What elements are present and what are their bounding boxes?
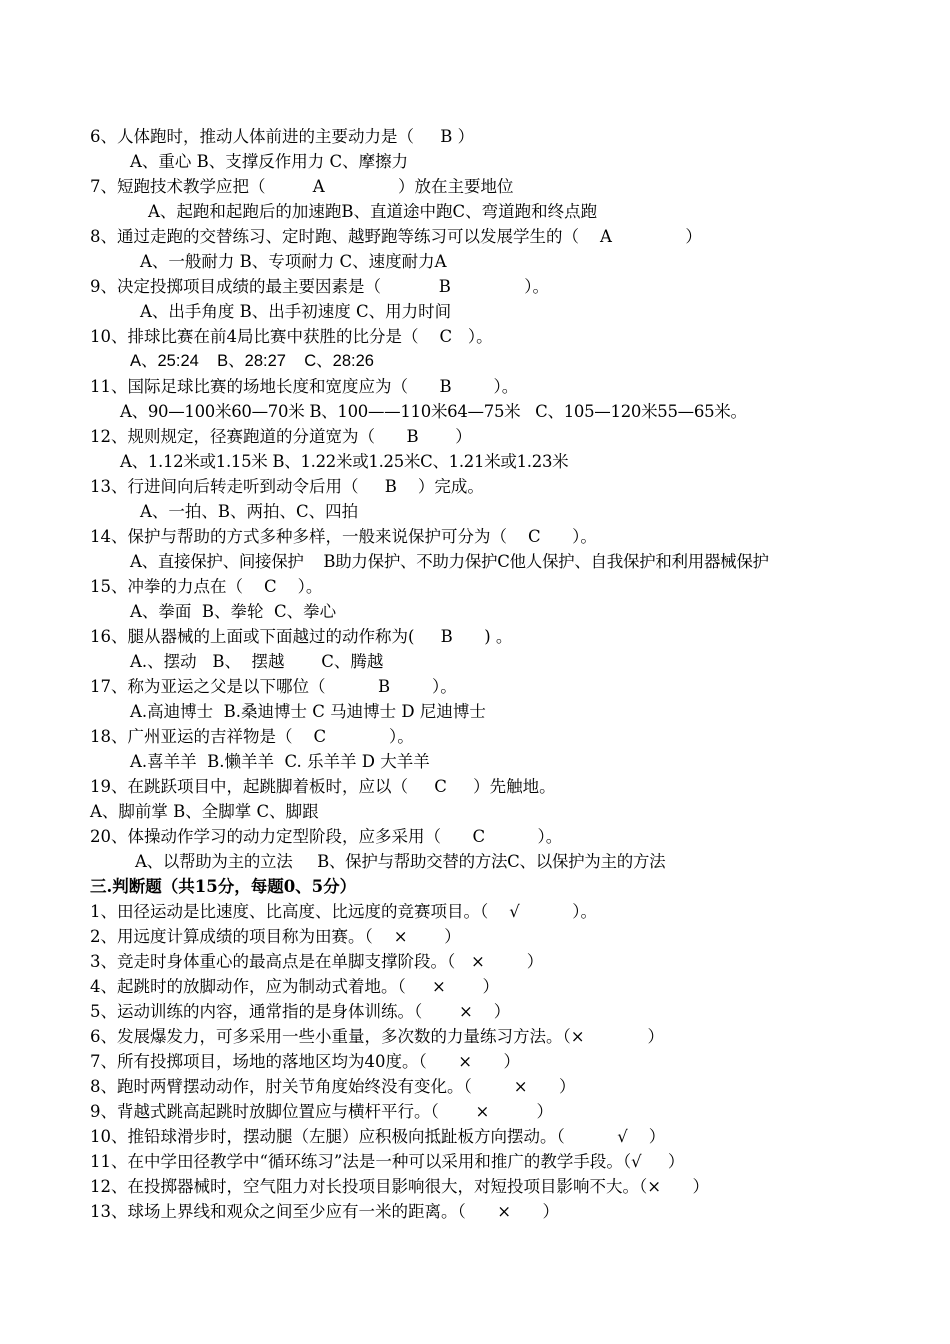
judgment-6: 6、发展爆发力，可多采用一些小重量，多次数的力量练习方法。（× ）: [90, 1027, 665, 1046]
question-19-options: A、脚前掌 B、全脚掌 C、脚跟: [90, 802, 319, 821]
question-14: 14、保护与帮助的方式多种多样，一般来说保护可分为（ C ）。: [90, 527, 597, 546]
question-8-options: A、一般耐力 B、专项耐力 C、速度耐力A: [140, 252, 447, 271]
question-20: 20、体操动作学习的动力定型阶段，应多采用（ C ）。: [90, 827, 563, 846]
question-8: 8、通过走跑的交替练习、定时跑、越野跑等练习可以发展学生的（ A ）: [90, 227, 702, 246]
question-7: 7、短跑技术教学应把（ A ）放在主要地位: [90, 177, 514, 196]
question-11: 11、国际足球比赛的场地长度和宽度应为（ B ）。: [90, 377, 519, 396]
judgment-7: 7、所有投掷项目，场地的落地区均为40度。（ × ）: [90, 1052, 521, 1071]
judgment-12: 12、在投掷器械时，空气阻力对长投项目影响很大，对短投项目影响不大。（× ）: [90, 1177, 710, 1196]
question-17: 17、称为亚运之父是以下哪位（ B ）。: [90, 677, 457, 696]
question-20-options: A、以帮助为主的立法 B、保护与帮助交替的方法C、以保护为主的方法: [135, 852, 666, 871]
question-18-options: A.喜羊羊 B.懒羊羊 C. 乐羊羊 D 大羊羊: [130, 752, 430, 771]
judgment-1: 1、田径运动是比速度、比高度、比远度的竞赛项目。（ √ ）。: [90, 902, 597, 921]
question-12: 12、规则规定，径赛跑道的分道宽为（ B ）: [90, 427, 472, 446]
question-6-options: A、重心 B、支撑反作用力 C、摩擦力: [130, 152, 409, 171]
question-18: 18、广州亚运的吉祥物是（ C ）。: [90, 727, 414, 746]
judgment-5: 5、运动训练的内容，通常指的是身体训练。（ × ）: [90, 1002, 511, 1021]
judgment-2: 2、用远度计算成绩的项目称为田赛。（ × ）: [90, 927, 461, 946]
question-15-options: A、拳面 B、拳轮 C、拳心: [130, 602, 337, 621]
judgment-10: 10、推铅球滑步时，摆动腿（左腿）应积极向抵趾板方向摆动。（ √ ）: [90, 1127, 666, 1146]
question-10: 10、排球比赛在前4局比赛中获胜的比分是（ C ）。: [90, 327, 493, 346]
question-6: 6、人体跑时，推动人体前进的主要动力是（ B ）: [90, 127, 475, 146]
section-heading-judgment: 三.判断题（共15分，每题0、5分）: [90, 877, 357, 896]
judgment-13: 13、球场上界线和观众之间至少应有一米的距离。（ × ）: [90, 1202, 560, 1221]
question-16: 16、腿从器械的上面或下面越过的动作称为( B ) 。: [90, 627, 513, 646]
question-13-options: A、一拍、B、两拍、C、四拍: [140, 502, 359, 521]
judgment-4: 4、起跳时的放脚动作，应为制动式着地。（ × ）: [90, 977, 500, 996]
judgment-9: 9、背越式跳高起跳时放脚位置应与横杆平行。（ × ）: [90, 1102, 553, 1121]
question-9-options: A、出手角度 B、出手初速度 C、用力时间: [140, 302, 452, 321]
judgment-3: 3、竞走时身体重心的最高点是在单脚支撑阶段。（ × ）: [90, 952, 544, 971]
question-15: 15、冲拳的力点在（ C ）。: [90, 577, 323, 596]
question-12-options: A、1.12米或1.15米 B、1.22米或1.25米C、1.21米或1.23米: [120, 452, 569, 471]
question-9: 9、决定投掷项目成绩的最主要因素是（ B ）。: [90, 277, 549, 296]
question-17-options: A.高迪博士 B.桑迪博士 C 马迪博士 D 尼迪博士: [130, 702, 486, 721]
question-14-options: A、直接保护、间接保护 B助力保护、不助力保护C他人保护、自我保护和利用器械保护: [130, 552, 769, 571]
question-16-options: A.、摆动 B、 摆越 C、腾越: [130, 652, 384, 671]
judgment-8: 8、跑时两臂摆动动作，肘关节角度始终没有变化。（ × ）: [90, 1077, 576, 1096]
judgment-11: 11、在中学田径教学中“循环练习”法是一种可以采用和推广的教学手段。（√ ）: [90, 1152, 685, 1171]
question-19: 19、在跳跃项目中，起跳脚着板时，应以（ C ）先触地。: [90, 777, 556, 796]
question-13: 13、行进间向后转走听到动令后用（ B ）完成。: [90, 477, 484, 496]
question-11-options: A、90—100米60—70米 B、100——110米64—75米 C、105—120米55—65米。: [120, 402, 747, 421]
question-10-options: A、25:24 B、28:27 C、28:26: [130, 352, 374, 370]
question-7-options: A、起跑和起跑后的加速跑B、直道途中跑C、弯道跑和终点跑: [148, 202, 598, 221]
